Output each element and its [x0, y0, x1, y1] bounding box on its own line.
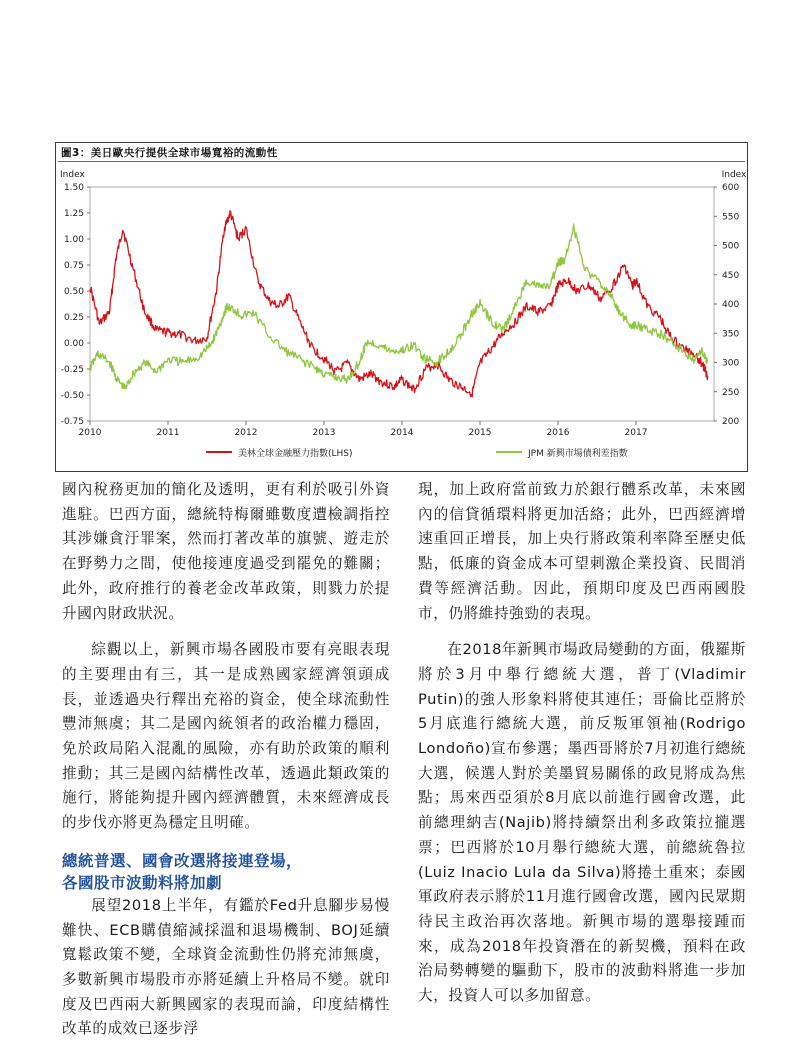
left-tick-label: 1.25: [63, 209, 84, 219]
section-heading: [62, 850, 390, 894]
right-axis-label: Index: [721, 170, 746, 180]
right-tick-label: 250: [722, 387, 740, 398]
left-tick-label: 0.25: [63, 313, 84, 323]
left-tick-label: 0.00: [63, 339, 84, 349]
x-tick-label: 2017: [624, 428, 648, 438]
right-tick-label: 550: [722, 212, 740, 223]
left-tick-label: 0.50: [63, 287, 84, 297]
left-tick-label: -0.50: [60, 391, 84, 401]
chart-legend: [206, 447, 628, 459]
left-text-column: [62, 478, 390, 1042]
chart-axes: [60, 170, 746, 438]
series-line-spread-index: [90, 224, 708, 389]
x-tick-label: 2015: [468, 428, 492, 438]
left-paragraph-3: 展望2018上半年，有鑑於Fed升息腳步易慢難快、ECB購債縮減採溫和退場機制、BOJ延續寬鬆政策不變，全球資金流動性仍將充沛無虞，多數新興市場股市亦將延續上升格局不變。就印度及巴西兩大新興國家的表現而論，印度結構性改革的成效已逐步浮: [62, 896, 390, 1038]
legend-label: 美林全球金融壓力指數(LHS): [238, 449, 353, 459]
right-tick-label: 400: [722, 300, 740, 310]
legend-label: JPM 新興市場債利差指數: [528, 449, 628, 459]
x-tick-label: 2014: [390, 428, 414, 438]
x-tick-label: 2011: [156, 428, 180, 438]
liquidity-chart: [56, 163, 746, 469]
section-heading-line-2: 各國股市波動料將加劇: [62, 873, 223, 892]
x-tick-label: 2010: [78, 428, 102, 438]
x-tick-label: 2012: [234, 428, 258, 438]
figure-title-rule: [58, 161, 745, 162]
left-tick-label: -0.75: [60, 417, 84, 427]
x-tick-label: 2016: [546, 428, 570, 438]
left-tick-label: 1.50: [63, 183, 84, 193]
right-tick-label: 350: [722, 329, 740, 340]
left-tick-label: 0.75: [63, 261, 84, 271]
right-tick-label: 500: [722, 241, 740, 252]
right-tick-label: 600: [722, 183, 740, 193]
right-text-column: [418, 478, 746, 1009]
left-axis-label: Index: [60, 170, 85, 180]
plot-frame: [90, 187, 714, 421]
section-heading-line-1: 總統普選、國會改選將接連登場，: [62, 851, 303, 870]
right-tick-label: 200: [722, 417, 740, 427]
right-paragraph-2: 在2018年新興市場政局變動的方面，俄羅斯將於3月中舉行總統大選，普丁(Vladimir Putin)的強人形象料將使其連任；哥倫比亞將於5月底進行總統大選，前反叛軍領袖(Rodrigo Londoño)宣布參選；墨西哥將於7月初進行總統大選，候選人對於美墨貿易關係的政見將成為焦點；馬來西亞須於8月底以前進行國會改選，此前總理納吉(Najib)將持續祭出利多政策拉攏選票；巴西將於10月舉行總統大選，前總統魯拉(Luiz Inacio Lula da Silva)將捲土重來；泰國軍政府表示將於11月進行國會改選，國內民眾期待民主政治再次落地。新興市場的選舉接踵而來，成為2018年投資潛在的新契機，預料在政治局勢轉變的驅動下，股市的波動料將進一步加大，投資人可以多加留意。: [418, 641, 746, 1005]
figure-title: 圖3：美日歐央行提供全球市場寬裕的流動性: [61, 147, 278, 159]
left-tick-label: -0.25: [60, 365, 84, 375]
chart-series-layer: [90, 211, 708, 397]
right-tick-label: 300: [722, 358, 740, 369]
right-tick-label: 450: [722, 270, 740, 281]
x-tick-label: 2013: [312, 428, 336, 438]
left-paragraph-1: 國內稅務更加的簡化及透明，更有利於吸引外資進駐。巴西方面，總統特梅爾雖數度遭檢調指控其涉嫌貪汙罪案，然而打著改革的旗號、遊走於在野勢力之間，使他接連度過受到罷免的難關；此外，政府推行的養老金改革政策，則戮力於提升國內財政狀況。: [62, 481, 390, 622]
left-paragraph-2: 綜觀以上，新興市場各國股市要有亮眼表現的主要理由有三，其一是成熟國家經濟領頭成長，並透過央行釋出充裕的資金，使全球流動性豐沛無虞；其二是國內統領者的政治權力穩固，免於政局陷入混亂的風險，亦有助於政策的順利推動；其三是國內結構性改革，透過此類政策的施行，將能夠提升國內經濟體質，未來經濟成長的步伐亦將更為穩定且明確。: [62, 641, 390, 832]
left-tick-label: 1.00: [63, 235, 84, 245]
right-paragraph-1: 現，加上政府當前致力於銀行體系改革，未來國內的信貸循環料將更加活絡；此外，巴西經濟增速重回正增長，加上央行將政策利率降至歷史低點，低廉的資金成本可望刺激企業投資、民間消費等經濟活動。因此，預期印度及巴西兩國股市，仍將維持強勁的表現。: [418, 481, 746, 622]
